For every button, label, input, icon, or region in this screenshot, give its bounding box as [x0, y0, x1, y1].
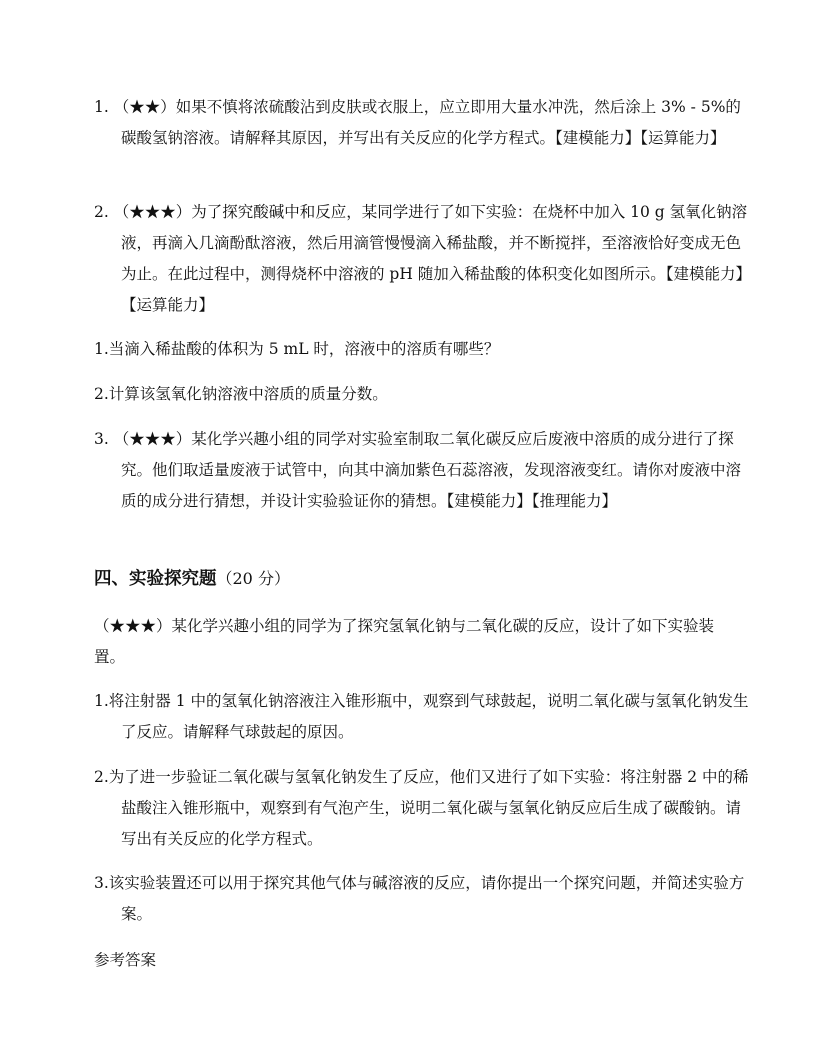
section-4-intro: （★★★）某化学兴趣小组的同学为了探究氢氧化钠与二氧化碳的反应，设计了如下实验装置。 [94, 617, 715, 666]
section-4-score: （20 分） [216, 569, 290, 588]
question-1: 1. （★★）如果不慎将浓硫酸沾到皮肤或衣服上，应立即用大量水冲洗，然后涂上 3% - 5%的碳酸氢钠溶液。请解释其原因，并写出有关反应的化学方程式。【建模能力】【运算能力】 [94, 98, 741, 147]
question-2-sub-2: 2.计算该氢氧化钠溶液中溶质的质量分数。 [94, 385, 388, 403]
section-4-title: 四、实验探究题 [94, 569, 217, 589]
question-3: 3. （★★★）某化学兴趣小组的同学对实验室制取二氧化碳反应后废液中溶质的成分进行了探究。他们取适量废液于试管中，向其中滴加紫色石蕊溶液，发现溶液变红。请你对废液中溶质的成分进行猜想，并设计实验验证你的猜想。【建模能力】【推理能力】 [94, 430, 742, 510]
answer-heading: 参考答案 [94, 951, 157, 969]
section-4-item-2: 2.为了进一步验证二氧化碳与氢氧化钠发生了反应，他们又进行了如下实验：将注射器 2 中的稀盐酸注入锥形瓶中，观察到有气泡产生，说明二氧化碳与氢氧化钠反应后生成了碳酸钠。请写出有关反应的化学方程式。 [94, 768, 749, 848]
question-2-sub-1: 1.当滴入稀盐酸的体积为 5 mL 时，溶液中的溶质有哪些？ [94, 340, 500, 358]
question-2: 2. （★★★）为了探究酸碱中和反应，某同学进行了如下实验：在烧杯中加入 10 g 氢氧化钠溶液，再滴入几滴酚酞溶液，然后用滴管慢慢滴入稀盐酸，并不断搅拌，至溶液恰好变成无色为止。在此过程中，测得烧杯中溶液的 pH 随加入稀盐酸的体积变化如图所示。【建模能力】【运算能力】 [94, 203, 748, 314]
section-4-item-1: 1.将注射器 1 中的氢氧化钠溶液注入锥形瓶中，观察到气球鼓起，说明二氧化碳与氢氧化钠发生了反应。请解释气球鼓起的原因。 [94, 692, 749, 741]
section-4-item-3: 3.该实验装置还可以用于探究其他气体与碱溶液的反应，请你提出一个探究问题，并简述实验方案。 [94, 874, 745, 923]
section-4-heading [94, 564, 290, 594]
